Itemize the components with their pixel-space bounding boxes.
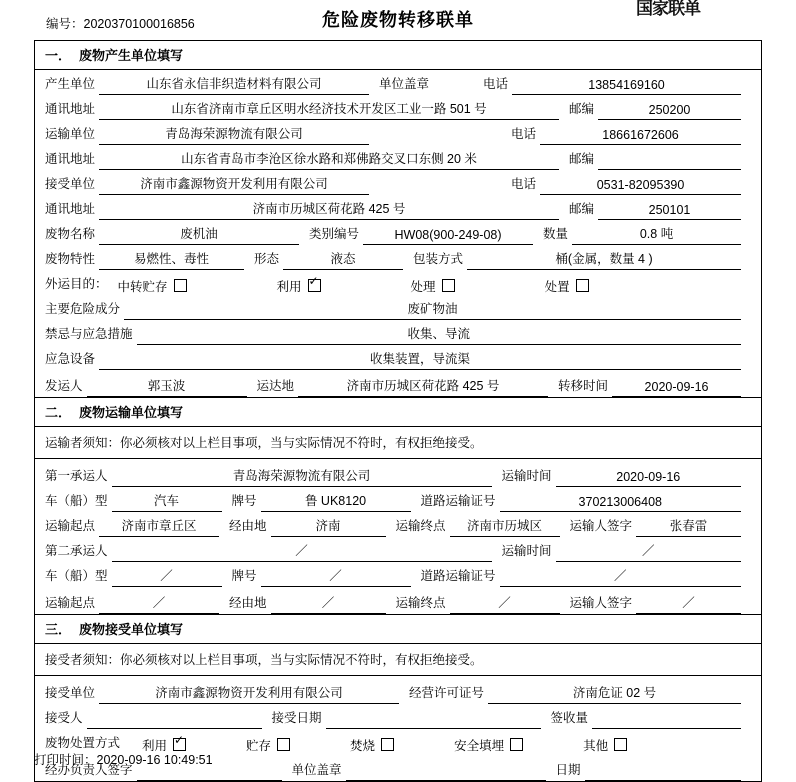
disposal-option-storage-checkbox[interactable] xyxy=(277,738,290,751)
receiver-zip-value[interactable]: 250101 xyxy=(598,203,741,220)
receive-date-label: 接受日期 xyxy=(271,711,322,725)
plate2-value[interactable]: ／ xyxy=(261,566,411,587)
purpose-option-dispose[interactable] xyxy=(545,277,589,295)
via2-value[interactable]: ／ xyxy=(271,593,386,614)
disposal-option-incineration-checkbox[interactable] xyxy=(381,738,394,751)
sender-value[interactable]: 郭玉波 xyxy=(87,376,247,397)
purpose-option-utilize-label: 利用 xyxy=(276,280,302,294)
to1-label: 运输终点 xyxy=(395,519,446,533)
row-purpose xyxy=(35,270,761,295)
final-date-value[interactable] xyxy=(585,766,741,781)
seal-label: 单位盖章 xyxy=(379,77,430,91)
sign1-value[interactable]: 张春雷 xyxy=(636,516,741,537)
sender-label: 发运人 xyxy=(45,379,83,393)
row-main-component xyxy=(35,295,761,320)
phone-label: 电话 xyxy=(483,77,509,91)
plate1-value[interactable]: 鲁 UK8120 xyxy=(261,491,411,512)
document-number-value: 2020370100016856 xyxy=(83,17,195,31)
disposal-option-storage[interactable] xyxy=(246,736,290,754)
transport-phone-label: 电话 xyxy=(511,127,537,141)
time2-label: 运输时间 xyxy=(501,544,552,558)
purpose-option-treat-label: 处理 xyxy=(410,280,436,294)
zip-value[interactable]: 250200 xyxy=(598,103,741,120)
vehicle1-value[interactable]: 汽车 xyxy=(112,491,222,512)
row-carrier1 xyxy=(35,462,761,487)
page-title: 危险废物转移联单 xyxy=(322,10,474,30)
received-qty-label: 签收量 xyxy=(550,711,589,725)
row-carrier2 xyxy=(35,537,761,562)
to2-label: 运输终点 xyxy=(395,596,446,610)
plate1-label: 牌号 xyxy=(231,494,257,508)
transport-label: 运输单位 xyxy=(45,127,96,141)
final-receiver-value[interactable]: 济南市鑫源物资开发利用有限公司 xyxy=(99,683,399,704)
purpose-option-utilize-checkbox[interactable] xyxy=(308,279,321,292)
section-2-rows xyxy=(35,462,761,614)
final-seal-label: 单位盖章 xyxy=(291,763,342,777)
print-time-value: 2020-09-16 10:49:51 xyxy=(96,753,213,767)
main-component-value[interactable]: 废矿物油 xyxy=(124,299,741,320)
carrier1-label: 第一承运人 xyxy=(45,469,108,483)
from2-value[interactable]: ／ xyxy=(99,593,219,614)
row-sender xyxy=(35,370,761,397)
sign1-label: 运输人签字 xyxy=(569,519,633,533)
disposal-option-other[interactable] xyxy=(583,736,627,754)
license2-value[interactable]: ／ xyxy=(500,566,741,587)
row-waste-name xyxy=(35,220,761,245)
waste-name-label: 废物名称 xyxy=(45,227,96,241)
transfer-time-label: 转移时间 xyxy=(558,379,609,393)
section-2-number: 二． xyxy=(45,405,72,420)
row-route2 xyxy=(35,587,761,614)
row-route1 xyxy=(35,512,761,537)
receive-date-value[interactable] xyxy=(326,714,541,729)
forbidden-value[interactable]: 收集、导流 xyxy=(137,324,741,345)
transport-addr-value[interactable]: 山东省青岛市李沧区徐水路和郑佛路交叉口东侧 20 米 xyxy=(99,149,559,170)
license1-label: 道路运输证号 xyxy=(420,494,496,508)
purpose-option-dispose-label: 处置 xyxy=(544,280,570,294)
final-receiver-label: 接受单位 xyxy=(45,686,96,700)
section-3-title: 废物接受单位填写 xyxy=(79,622,184,637)
disposal-option-incineration[interactable] xyxy=(350,736,394,754)
section-1-rows xyxy=(35,70,761,397)
forbidden-label: 禁忌与应急措施 xyxy=(45,327,133,341)
disposal-option-other-checkbox[interactable] xyxy=(614,738,627,751)
row-waste-property xyxy=(35,245,761,270)
receiver-addr-value[interactable]: 济南市历城区荷花路 425 号 xyxy=(99,199,559,220)
purpose-option-treat[interactable] xyxy=(411,277,455,295)
license2-label: 道路运输证号 xyxy=(420,569,496,583)
package-label: 包装方式 xyxy=(413,252,464,266)
sign2-label: 运输人签字 xyxy=(569,596,633,610)
receiver-phone-label: 电话 xyxy=(511,177,537,191)
row-emergency xyxy=(35,345,761,370)
vehicle2-value[interactable]: ／ xyxy=(112,566,222,587)
to1-value[interactable]: 济南市历城区 xyxy=(450,516,560,537)
purpose-option-transfer-storage[interactable] xyxy=(118,277,187,295)
final-date-label: 日期 xyxy=(555,763,581,777)
section-2-notice: 运输者须知：你必须核对以上栏目事项，当与实际情况不符时，有权拒绝接受。 xyxy=(35,427,761,459)
dest-label: 运达地 xyxy=(256,379,295,393)
received-qty-value[interactable] xyxy=(592,714,741,729)
package-value[interactable]: 桶(金属，数量 4 ) xyxy=(467,249,741,270)
section-3-number: 三． xyxy=(45,622,72,637)
receiver-zip-label: 邮编 xyxy=(569,202,595,216)
transport-addr-label: 通讯地址 xyxy=(45,152,96,166)
section-1-title: 废物产生单位填写 xyxy=(79,48,184,63)
transport-zip-label: 邮编 xyxy=(569,152,595,166)
carrier1-value[interactable]: 青岛海荣源物流有限公司 xyxy=(112,466,492,487)
row-transport-unit xyxy=(35,120,761,145)
document-header xyxy=(0,0,796,34)
receiver-phone-value[interactable]: 0531-82095390 xyxy=(540,178,741,195)
producer-label: 产生单位 xyxy=(45,77,96,91)
receiver-label: 接受单位 xyxy=(45,177,96,191)
transport-zip-value[interactable] xyxy=(598,155,741,170)
purpose-option-utilize[interactable] xyxy=(277,277,321,295)
time2-value[interactable]: ／ xyxy=(556,541,741,562)
property-value[interactable]: 易燃性、毒性 xyxy=(99,249,244,270)
document-number-label: 编号： xyxy=(46,17,84,31)
row-receiver-address xyxy=(35,195,761,220)
print-time xyxy=(34,750,213,768)
row-receiver-unit xyxy=(35,170,761,195)
row-transport-address xyxy=(35,145,761,170)
print-time-label: 打印时间： xyxy=(34,753,97,767)
responsible-value[interactable] xyxy=(137,766,282,781)
qty-value[interactable]: 0.8 吨 xyxy=(572,224,741,245)
purpose-option-dispose-checkbox[interactable] xyxy=(576,279,589,292)
producer-value[interactable]: 山东省永信非织造材料有限公司 xyxy=(99,74,369,95)
carrier2-value[interactable]: ／ xyxy=(112,541,492,562)
emergency-label: 应急设备 xyxy=(45,352,96,366)
section-2-header xyxy=(35,397,761,427)
disposal-option-landfill-label: 安全填埋 xyxy=(454,739,505,753)
time1-label: 运输时间 xyxy=(501,469,552,483)
form-label: 形态 xyxy=(254,252,280,266)
section-2-title: 废物运输单位填写 xyxy=(79,405,184,420)
category-label: 类别编号 xyxy=(309,227,360,241)
form-value[interactable]: 液态 xyxy=(283,249,403,270)
plate2-label: 牌号 xyxy=(231,569,257,583)
disposal-option-other-label: 其他 xyxy=(583,739,609,753)
from2-label: 运输起点 xyxy=(45,596,96,610)
row-producer-address xyxy=(35,95,761,120)
waste-name-value[interactable]: 废机油 xyxy=(99,224,299,245)
transport-phone-value[interactable]: 18661672606 xyxy=(540,128,741,145)
receiver-addr-label: 通讯地址 xyxy=(45,202,96,216)
via2-label: 经由地 xyxy=(229,596,267,610)
to2-value[interactable]: ／ xyxy=(450,593,560,614)
row-forbidden xyxy=(35,320,761,345)
section-3-header xyxy=(35,614,761,644)
purpose-option-transfer-storage-checkbox[interactable] xyxy=(174,279,187,292)
section-1-number: 一． xyxy=(45,48,72,63)
disposal-option-landfill[interactable] xyxy=(454,736,523,754)
from1-value[interactable]: 济南市章丘区 xyxy=(99,516,219,537)
time1-value[interactable]: 2020-09-16 xyxy=(556,470,741,487)
section-3-notice: 接受者须知：你必须核对以上栏目事项，当与实际情况不符时，有权拒绝接受。 xyxy=(35,644,761,676)
row-receive-info xyxy=(35,704,761,729)
disposal-option-utilize-label: 利用 xyxy=(142,739,168,753)
receiver-person-label: 接受人 xyxy=(45,711,83,725)
permit-label: 经营许可证号 xyxy=(409,686,485,700)
disposal-option-incineration-label: 焚烧 xyxy=(350,739,376,753)
vehicle1-label: 车（船）型 xyxy=(45,494,108,508)
zip-label: 邮编 xyxy=(569,102,595,116)
transfer-time-value[interactable]: 2020-09-16 xyxy=(612,380,741,397)
receiver-value[interactable]: 济南市鑫源物资开发利用有限公司 xyxy=(99,174,369,195)
permit-value[interactable]: 济南危证 02 号 xyxy=(488,683,741,704)
purpose-label: 外运目的： xyxy=(45,277,108,291)
section-1-header xyxy=(35,41,761,70)
address-value[interactable]: 山东省济南市章丘区明水经济技术开发区工业一路 501 号 xyxy=(99,99,559,120)
from1-label: 运输起点 xyxy=(45,519,96,533)
main-component-label: 主要危险成分 xyxy=(45,302,121,316)
sign2-value[interactable]: ／ xyxy=(636,593,741,614)
via1-label: 经由地 xyxy=(229,519,267,533)
dest-value[interactable]: 济南市历城区荷花路 425 号 xyxy=(298,376,548,397)
license1-value[interactable]: 370213006408 xyxy=(500,495,741,512)
disposal-option-landfill-checkbox[interactable] xyxy=(510,738,523,751)
address-label: 通讯地址 xyxy=(45,102,96,116)
carrier2-label: 第二承运人 xyxy=(45,544,108,558)
responsible-label: 经办负责人签字 xyxy=(45,763,133,777)
row-producer xyxy=(35,70,761,95)
form-frame xyxy=(34,40,762,782)
qty-label: 数量 xyxy=(543,227,569,241)
vehicle2-label: 车（船）型 xyxy=(45,569,108,583)
emergency-value[interactable]: 收集装置，导流渠 xyxy=(99,349,741,370)
transport-value[interactable]: 青岛海荣源物流有限公司 xyxy=(99,124,369,145)
row-receiver-final xyxy=(35,679,761,704)
row-vehicle1 xyxy=(35,487,761,512)
disposal-option-storage-label: 贮存 xyxy=(246,739,272,753)
purpose-option-transfer-storage-label: 中转贮存 xyxy=(117,280,168,294)
purpose-option-treat-checkbox[interactable] xyxy=(442,279,455,292)
receiver-person-value[interactable] xyxy=(87,714,262,729)
stamp-mark: 国家联单 xyxy=(636,0,700,18)
property-label: 废物特性 xyxy=(45,252,96,266)
row-vehicle2 xyxy=(35,562,761,587)
disposal-label: 废物处置方式 xyxy=(45,736,121,750)
phone-value[interactable]: 13854169160 xyxy=(512,78,741,95)
category-value[interactable]: HW08(900-249-08) xyxy=(363,228,533,245)
final-seal-value[interactable] xyxy=(346,766,546,781)
via1-value[interactable]: 济南 xyxy=(271,516,386,537)
